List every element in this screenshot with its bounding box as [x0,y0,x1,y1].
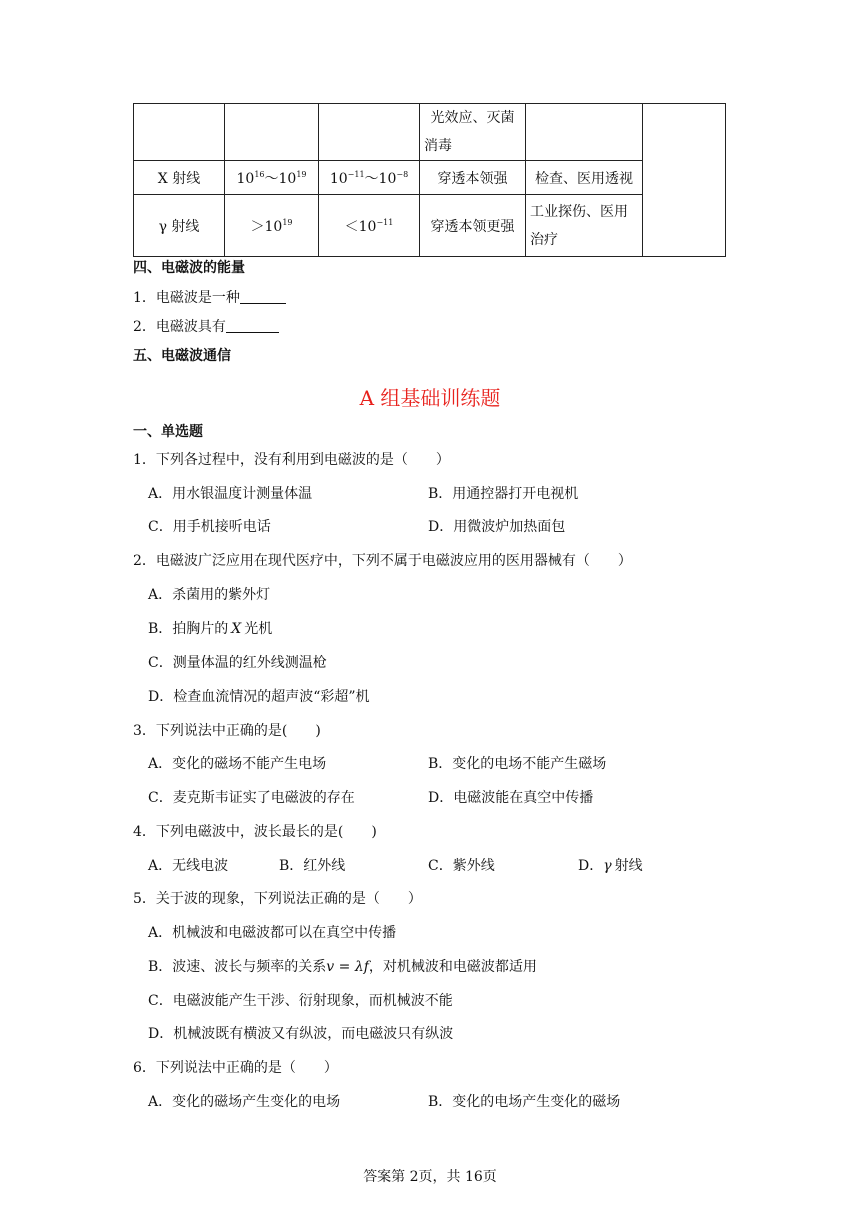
fill-in-item: 2．电磁波具有 [133,316,279,336]
option-a: A．变化的磁场不能产生电场 [148,756,327,772]
group-title: A 组基础训练题 [359,386,501,410]
section-heading: 四、电磁波的能量 [133,260,245,276]
table-cell-text: 消毒 [424,138,452,154]
page-footer: 答案第 2页，共 16页 [363,1169,497,1185]
option-b: B．波速、波长与频率的关系v = λf，对机械波和电磁波都适用 [148,959,537,975]
xray-wavelength-cell: $10^{-11}\sim 10^{-8}$ [319,161,420,195]
option-a: A．用水银温度计测量体温 [148,486,313,502]
option-a: A．杀菌用的紫外灯 [148,587,271,603]
table-cell [225,104,319,161]
option-d: D．电磁波能在真空中传播 [428,790,594,806]
section-heading: 一、单选题 [133,424,203,440]
option-b: B．红外线 [279,858,346,874]
option-d: D．检查血流情况的超声波“彩超”机 [148,689,370,705]
table-row [134,104,726,161]
fill-in-item: 1．电磁波是一种 [133,287,286,307]
option-b: B．变化的电场产生变化的磁场 [428,1094,621,1110]
option-c: C．测量体温的红外线测温枪 [148,655,327,671]
option-a: A．机械波和电磁波都可以在真空中传播 [148,925,397,941]
question-stem: 6．下列说法中正确的是（ ） [133,1060,338,1076]
table-cell-text: 工业探伤、医用 [530,203,628,220]
table-cell [643,104,726,257]
xray-feature-cell: 穿透本领强 [420,161,526,195]
table-row [134,195,726,257]
option-d: D．用微波炉加热面包 [428,519,566,535]
table-row [134,161,726,195]
table-cell [420,104,526,161]
question-stem: 3．下列说法中正确的是( ) [133,723,321,739]
option-a: A．无线电波 [148,858,229,874]
option-b: B．用通控器打开电视机 [428,486,579,502]
xray-use-cell: 检查、医用透视 [526,161,643,195]
table-cell-text: 治疗 [530,231,558,248]
section-heading: 五、电磁波通信 [133,348,231,364]
option-b: B．拍胸片的 X 光机 [148,621,273,637]
gamma-frequency-cell: $>10^{19}$ [225,195,319,257]
gamma-name-cell: γ 射线 [134,195,225,257]
question-stem: 2．电磁波广泛应用在现代医疗中，下列不属于电磁波应用的医用器械有（ ） [133,553,632,569]
table-cell [319,104,420,161]
option-c: C．麦克斯韦证实了电磁波的存在 [148,790,355,806]
table-cell [526,104,643,161]
question-stem: 1．下列各过程中，没有利用到电磁波的是（ ） [133,452,450,468]
question-stem: 5．关于波的现象，下列说法正确的是（ ） [133,891,422,907]
gamma-wavelength-cell: $<10^{-11}$ [319,195,420,257]
option-c: C．紫外线 [428,858,495,874]
table-cell-text: 光效应、灭菌 [430,110,515,126]
answer-blank [226,318,279,333]
gamma-use-cell [526,195,643,257]
formula: v = λf [326,959,369,975]
table-cell [134,104,225,161]
spectrum-table [133,103,726,257]
xray-name-cell: X 射线 [134,161,225,195]
question-stem: 4．下列电磁波中，波长最长的是( ) [133,824,377,840]
answer-blank [240,289,286,304]
option-a: A．变化的磁场产生变化的电场 [148,1094,341,1110]
option-c: C．电磁波能产生干涉、衍射现象，而机械波不能 [148,993,453,1009]
option-d: D．γ 射线 [578,858,643,874]
option-b: B．变化的电场不能产生磁场 [428,756,607,772]
gamma-feature-cell: 穿透本领更强 [420,195,526,257]
option-d: D．机械波既有横波又有纵波，而电磁波只有纵波 [148,1026,454,1042]
xray-frequency-cell: $10^{16}\sim 10^{19}$ [225,161,319,195]
option-c: C．用手机接听电话 [148,519,271,535]
